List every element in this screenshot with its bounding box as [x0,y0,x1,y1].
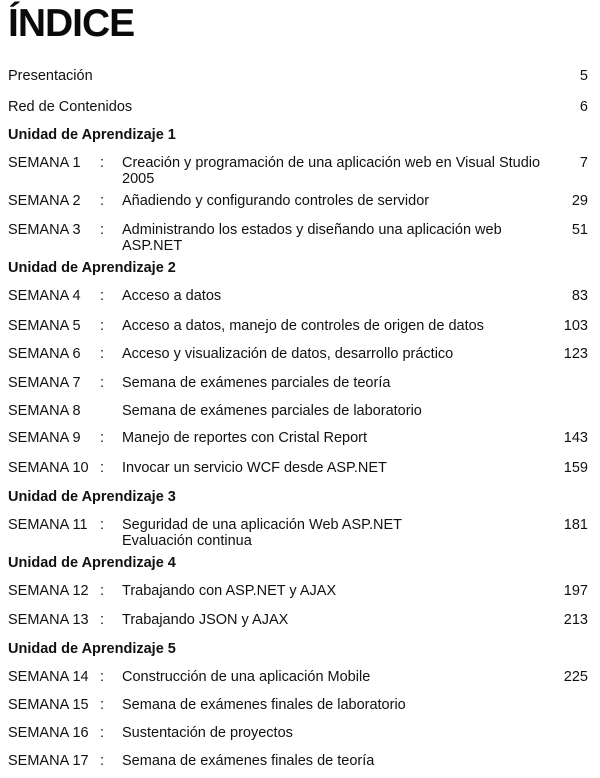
week-label: SEMANA 3 [8,222,81,238]
unit-heading: Unidad de Aprendizaje 4 [8,555,176,571]
week-description: Trabajando con ASP.NET y AJAX [122,583,337,599]
week-label: SEMANA 1 [8,155,81,171]
week-label: SEMANA 7 [8,375,81,391]
week-description: Semana de exámenes parciales de teoría [122,375,391,391]
toc-entry-page: 103 [563,318,588,334]
separator: : [100,193,105,209]
toc-entry-page: 213 [563,612,588,628]
week-description: Trabajando JSON y AJAX [122,612,289,628]
separator: : [100,517,105,533]
week-description: Semana de exámenes finales de teoría [122,753,375,769]
week-description: Acceso a datos [122,288,222,304]
separator: : [100,725,105,741]
week-label: SEMANA 11 [8,517,88,533]
week-label: SEMANA 12 [8,583,89,599]
unit-heading: Unidad de Aprendizaje 3 [8,489,176,505]
separator: : [100,222,105,238]
separator: : [100,318,105,334]
toc-entry-page: 159 [563,460,588,476]
week-description: Invocar un servicio WCF desde ASP.NET [122,460,387,476]
toc-entry-page: 29 [571,193,588,209]
week-label: SEMANA 9 [8,430,81,446]
week-label: SEMANA 4 [8,288,81,304]
week-description: Sustentación de proyectos [122,725,293,741]
separator: : [100,375,105,391]
week-description: Manejo de reportes con Cristal Report [122,430,368,446]
toc-entry-page: 7 [579,155,588,171]
separator: : [100,155,105,171]
week-description: Construcción de una aplicación Mobile [122,669,371,685]
week-label: SEMANA 14 [8,669,89,685]
week-description: Semana de exámenes parciales de laboratorio [122,403,422,419]
week-description: Semana de exámenes finales de laboratorio [122,697,406,713]
week-label: SEMANA 6 [8,346,81,362]
separator: : [100,583,105,599]
toc-entry-page: 5 [579,68,588,84]
week-description: Acceso a datos, manejo de controles de origen de datos [122,318,484,334]
separator: : [100,288,105,304]
toc-entry-page: 123 [563,346,588,362]
separator: : [100,697,105,713]
toc-entry-page: 225 [563,669,588,685]
week-label: SEMANA 15 [8,697,89,713]
week-label: SEMANA 5 [8,318,81,334]
week-description: Acceso y visualización de datos, desarrollo práctico [122,346,454,362]
toc-entry-page: 6 [579,99,588,115]
toc-entry-page: 143 [563,430,588,446]
separator: : [100,753,105,769]
week-label: SEMANA 2 [8,193,81,209]
unit-heading: Unidad de Aprendizaje 1 [8,127,176,143]
separator: : [100,669,105,685]
week-description: Creación y programación de una aplicación web en Visual Studio 2005 [122,155,541,187]
toc-entry-label: Presentación [8,68,93,84]
week-label: SEMANA 17 [8,753,89,769]
separator: : [100,460,105,476]
separator: : [100,612,105,628]
toc-entry-page: 181 [563,517,588,533]
week-description: Administrando los estados y diseñando una aplicación web ASP.NET [122,222,502,254]
toc-entry-page: 197 [563,583,588,599]
separator: : [100,430,105,446]
separator: : [100,346,105,362]
unit-heading: Unidad de Aprendizaje 2 [8,260,176,276]
unit-heading: Unidad de Aprendizaje 5 [8,641,176,657]
toc-entry-page: 51 [571,222,588,238]
toc-entry-label: Red de Contenidos [8,99,133,115]
week-label: SEMANA 16 [8,725,89,741]
week-description: Seguridad de una aplicación Web ASP.NET Evaluación continua [122,517,402,549]
toc-entry-page: 83 [571,288,588,304]
week-label: SEMANA 8 [8,403,81,419]
week-label: SEMANA 10 [8,460,89,476]
week-label: SEMANA 13 [8,612,89,628]
page-title: ÍNDICE [8,2,135,45]
week-description: Añadiendo y configurando controles de servidor [122,193,430,209]
